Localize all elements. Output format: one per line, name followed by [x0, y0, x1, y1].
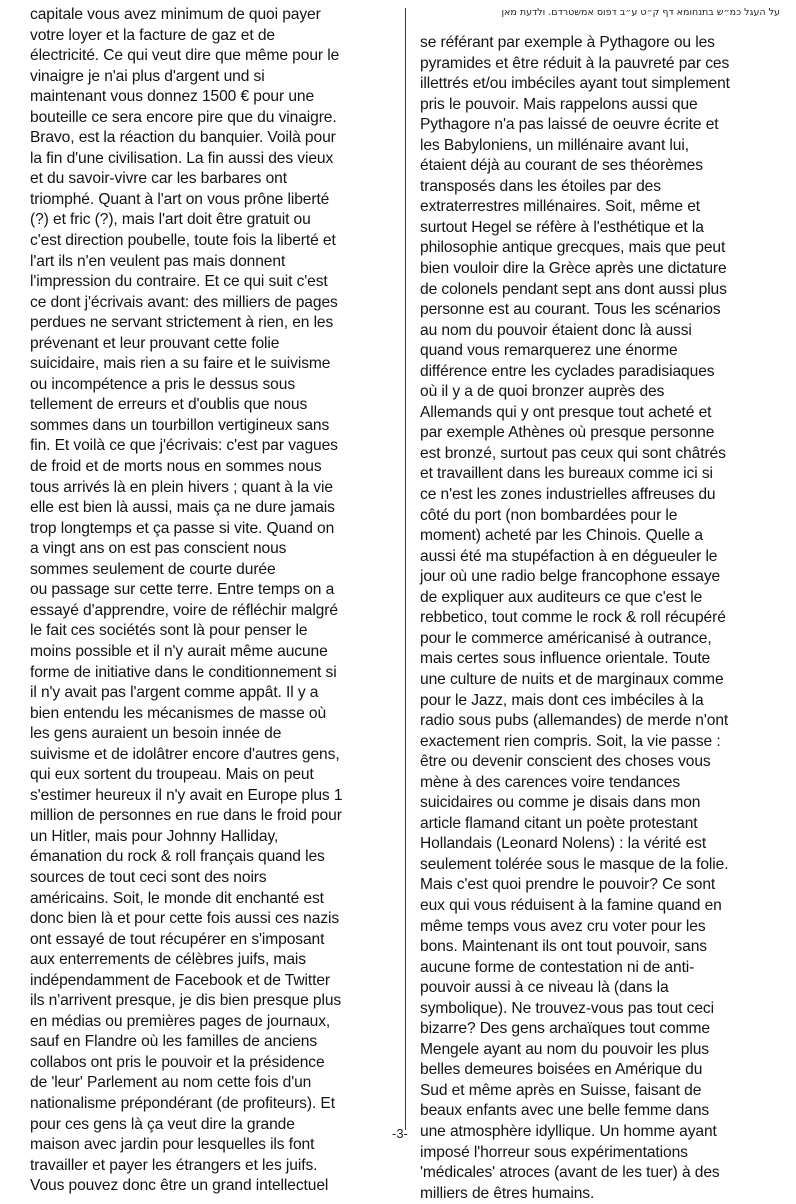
text-line: tellement de erreurs et d'oublis que nous [30, 396, 308, 414]
text-line: perdues ne servant strictement à rien, en les [30, 314, 334, 332]
text-line: suicidaire, mais rien a su faire et le suivisme [30, 355, 331, 373]
text-line: sommes dans un tourbillon vertigineux sans [30, 416, 330, 434]
text-line: au nom du pouvoir étaient donc là aussi [420, 321, 692, 339]
text-line: pris le pouvoir. Mais rappelons aussi que [420, 95, 698, 113]
text-line: un Hitler, mais pour Johnny Halliday, [30, 827, 279, 845]
text-line: de colonels pendant sept ans dont aussi plus [420, 280, 727, 298]
left-column-text [30, 0, 394, 1197]
text-line: et du savoir-vivre car les barbares ont [30, 170, 287, 188]
text-line: ils n'arrivent presque, je dis bien presque plus [30, 992, 342, 1010]
text-line: de froid et de morts nous en sommes nous [30, 458, 322, 476]
text-line: ce n'est les zones industrielles affreuses du [420, 486, 716, 504]
text-line: bizarre? Des gens archaïques tout comme [420, 1020, 710, 1038]
text-line: Hollandais (Leonard Nolens) : la vérité est [420, 835, 707, 853]
text-line: ce dont j'écrivais avant: des milliers de pages [30, 293, 338, 311]
text-line: triomphé. Quant à l'art on vous prône liberté [30, 190, 330, 208]
page-number: -3- [392, 1126, 408, 1141]
left-column [30, 0, 394, 1197]
text-line: il n'y avait pas l'argent comme appât. Il y a [30, 684, 319, 702]
text-line: maison avec jardin pour lesquelles ils font [30, 1136, 315, 1154]
text-line: qui eux sortent du troupeau. Mais on peut [30, 766, 314, 784]
text-line: maintenant vous donnez 1500 € pour une [30, 88, 315, 106]
text-line: l'art ils n'en veulent pas mais donnent [30, 252, 286, 270]
text-line: bouteille ce sera encore pire que du vinaigre. [30, 108, 337, 126]
text-line: sommes seulement de courte durée [30, 560, 276, 578]
text-line: prévenant et leur prouvant cette folie [30, 334, 280, 352]
text-line: de expliquer aux auditeurs ce que c'est le [420, 588, 703, 606]
text-line: pyramides et être réduit à la pauvreté par ces [420, 54, 730, 72]
text-line: milliers de êtres humains. [420, 1184, 595, 1202]
text-line: Mais c'est quoi prendre le pouvoir? Ce sont [420, 876, 716, 894]
text-line: ou incompétence a pris le dessus sous [30, 375, 296, 393]
text-line: quand vous remarquerez une énorme [420, 342, 678, 360]
text-line: émanation du rock & roll français quand les [30, 848, 325, 866]
text-line: pour le Jazz, mais dont ces imbéciles à la [420, 691, 704, 709]
text-line: nationalisme prépondérant (de profiteurs). Et [30, 1094, 335, 1112]
text-line: étaient déjà au courant de ses théorèmes [420, 157, 703, 175]
text-line: personne est au courant. Tous les scénarios [420, 301, 721, 319]
text-line: sources de tout ceci sont des noirs [30, 868, 267, 886]
text-line: article flamand citant un poète protestant [420, 814, 698, 832]
hebrew-header-note: על העגל כמ״ש בתנחומא דף ק״ט ע״ב דפוס אמשטרדם. ולדעת מאן [501, 7, 780, 18]
text-line: Pythagore n'a pas laissé de oeuvre écrite et [420, 116, 719, 134]
column-divider [405, 8, 406, 1130]
text-line: une atmosphère idyllique. Un homme ayant [420, 1122, 717, 1140]
text-line: suivisme et de idolâtrer encore d'autres gens, [30, 745, 340, 763]
text-line: indépendamment de Facebook et de Twitter [30, 971, 330, 989]
text-line: mais certes sous influence orientale. Toute [420, 650, 711, 668]
right-column [420, 0, 780, 1204]
text-line: l'impression du contraire. Et ce qui suit c'est [30, 273, 328, 291]
text-line: électricité. Ce qui veut dire que même pour le [30, 47, 340, 65]
text-line: pour ces gens là ça veut dire la grande [30, 1115, 295, 1133]
right-column-text [420, 0, 780, 1204]
text-line: sauf en Flandre où les familles de anciens [30, 1033, 318, 1051]
text-line: seulement tolérée sous le masque de la folie. [420, 855, 729, 873]
text-line: votre loyer et la facture de gaz et de [30, 26, 275, 44]
text-line: ou passage sur cette terre. Entre temps on a [30, 581, 335, 599]
text-line: Mengele ayant au nom du pouvoir les plus [420, 1040, 709, 1058]
text-line: elle est bien là aussi, mais ça ne dure jamais [30, 499, 335, 517]
text-line: Vous pouvez donc être un grand intellectuel [30, 1177, 329, 1195]
text-line: a vingt ans on est pas conscient nous [30, 540, 287, 558]
text-line: aux enterrements de célèbres juifs, mais [30, 951, 306, 969]
text-line: s'estimer heureux il n'y avait en Europe plus 1 [30, 786, 343, 804]
text-line: vinaigre je n'ai plus d'argent und si [30, 67, 265, 85]
text-line: tous arrivés là en plein hivers ; quant à la vie [30, 478, 333, 496]
text-line: en médias ou premières pages de journaux, [30, 1012, 331, 1030]
text-line: philosophie antique grecques, mais que peut [420, 239, 726, 257]
text-line: américains. Soit, le monde dit enchanté est [30, 889, 324, 907]
text-line: imposé l'horreur sous expérimentations [420, 1143, 688, 1161]
text-line: bons. Maintenant ils ont tout pouvoir, sans [420, 938, 707, 956]
text-line: bien entendu les mécanismes de masse où [30, 704, 327, 722]
text-line: être ou devenir conscient des choses vous [420, 753, 711, 771]
text-line: moment) acheté par les Chinois. Quelle a [420, 527, 703, 545]
text-line: la fin d'une civilisation. La fin aussi des vieux [30, 149, 334, 167]
text-line: essayé d'apprendre, voire de réfléchir malgré [30, 601, 338, 619]
text-line: différence entre les cyclades paradisiaques [420, 362, 715, 380]
text-line: eux qui vous réduisent à la famine quand en [420, 896, 722, 914]
text-line: beaux enfants avec une belle femme dans [420, 1102, 710, 1120]
text-line: bien vouloir dire la Grèce après une dictature [420, 260, 727, 278]
text-line: même temps vous avez cru voter pour les [420, 917, 706, 935]
text-line: radio sous pubs (allemandes) de merde n'ont [420, 712, 729, 730]
text-line: transposés dans les étoiles par des [420, 177, 661, 195]
text-line: se référant par exemple à Pythagore ou les [420, 34, 715, 51]
text-line: surtout Hegel se réfère à l'esthétique et la [420, 218, 704, 236]
text-line: par exemple Athènes où presque personne [420, 424, 715, 442]
text-line: (?) et fric (?), mais l'art doit être gratuit ou [30, 211, 311, 229]
text-line: jour où une radio belge francophone essaye [420, 568, 721, 586]
text-line: aussi été ma stupéfaction à en dégueuler le [420, 547, 718, 565]
text-line: illettrés et/ou imbéciles ayant tout simplement [420, 75, 730, 93]
text-line: moins possible et il n'y aurait même aucune [30, 642, 328, 660]
text-line: capitale vous avez minimum de quoi payer [30, 6, 321, 23]
text-line: million de personnes en rue dans le froid pour [30, 807, 342, 825]
text-line: ont essayé de tout récupérer en s'imposant [30, 930, 325, 948]
text-line: et travaillent dans les bureaux comme ici si [420, 465, 713, 483]
text-line: 'médicales' atroces (avant de les tuer) à des [420, 1164, 720, 1182]
text-line: c'est direction poubelle, toute fois la liberté et [30, 232, 336, 250]
text-line: mène à des carences voire tendances [420, 773, 681, 791]
text-line: symbolique). Ne trouvez-vous pas tout ceci [420, 999, 714, 1017]
text-line: aucune forme de contestation ni de anti- [420, 958, 695, 976]
text-line: collabos ont pris le pouvoir et la présidence [30, 1053, 325, 1071]
text-line: pour le commerce américanisé à outrance, [420, 629, 712, 647]
text-line: les Babyloniens, un millénaire avant lui, [420, 136, 689, 154]
text-line: de 'leur' Parlement au nom cette fois d'un [30, 1074, 312, 1092]
text-line: Bravo, est la réaction du banquier. Voilà pour [30, 129, 336, 147]
text-line: donc bien là et pour cette fois aussi ces nazis [30, 910, 340, 928]
text-line: suicidaires ou comme je disais dans mon [420, 794, 701, 812]
text-line: Sud et même après en Suisse, faisant de [420, 1081, 702, 1099]
text-line: une culture de nuits et de marginaux comme [420, 670, 724, 688]
text-line: où il y a de quoi bronzer auprès des [420, 383, 665, 401]
text-line: trop longtemps et ça passe si vite. Quand on [30, 519, 335, 537]
text-line: fin. Et voilà ce que j'écrivais: c'est par vagues [30, 437, 338, 455]
text-line: travailler et payer les étrangers et les juifs. [30, 1156, 318, 1174]
text-line: Allemands qui y ont presque tout acheté et [420, 403, 712, 421]
text-line: extraterrestres millénaires. Soit, même et [420, 198, 701, 216]
text-line: exactement rien compris. Soit, la vie passe : [420, 732, 721, 750]
text-line: rebbetico, tout comme le rock & roll récupéré [420, 609, 726, 627]
text-line: pouvoir aussi à ce niveau là (dans la [420, 979, 669, 997]
text-line: les gens auraient un besoin innée de [30, 725, 282, 743]
text-line: forme de initiative dans le conditionnement si [30, 663, 337, 681]
text-line: côté du port (non bombardées pour le [420, 506, 678, 524]
text-line: le fait ces sociétés sont là pour penser le [30, 622, 308, 640]
text-line: belles demeures boisées en Amérique du [420, 1061, 703, 1079]
text-line: est bronzé, surtout pas ceux qui sont châtrés [420, 444, 726, 462]
